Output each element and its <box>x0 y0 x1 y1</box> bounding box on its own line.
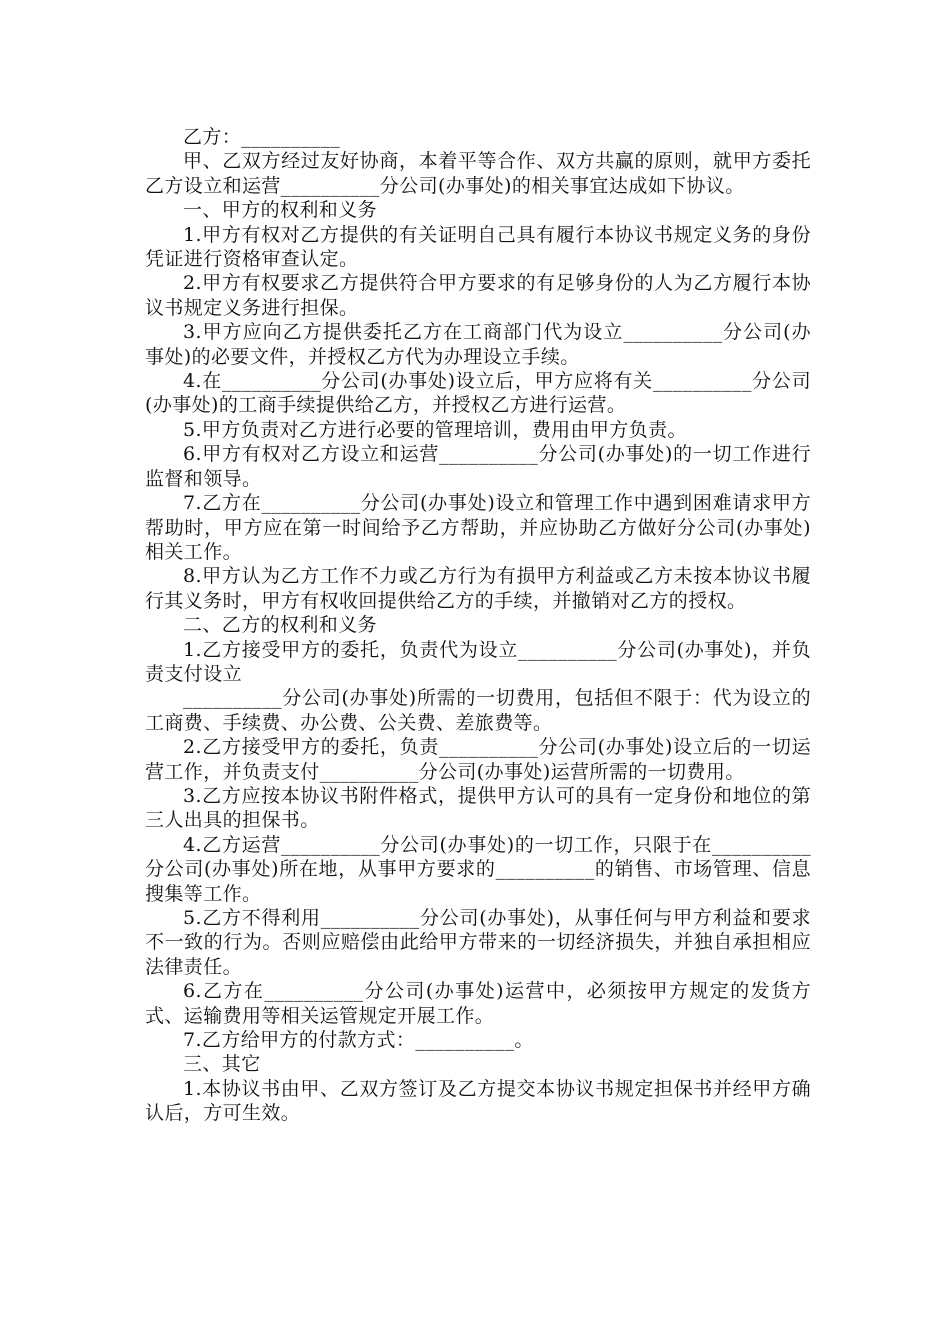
clause-b2: 2.乙方接受甲方的委托，负责__________分公司(办事处)设立后的一切运营工作，并负责支付__________分公司(办事处)运营所需的一切费用。 <box>145 736 811 783</box>
clause-c1: 1.本协议书由甲、乙双方签订及乙方提交本协议书规定担保书并经甲方确认后，方可生效。 <box>145 1077 811 1125</box>
clause-a4: 4.在__________分公司(办事处)设立后，甲方应将有关__________分公司(办事处)的工商手续提供给乙方，并授权乙方进行运营。 <box>145 370 811 417</box>
clause-a1: 1.甲方有权对乙方提供的有关证明自己具有履行本协议书规定义务的身份凭证进行资格审查认定。 <box>145 223 811 271</box>
preamble-paragraph: 甲、乙双方经过友好协商，本着平等合作、双方共赢的原则，就甲方委托乙方设立和运营__________分公司(办事处)的相关事宜达成如下协议。 <box>145 150 811 197</box>
clause-a8: 8.甲方认为乙方工作不力或乙方行为有损甲方利益或乙方未按本协议书履行其义务时，甲方有权收回提供给乙方的手续，并撤销对乙方的授权。 <box>145 565 811 612</box>
section-heading-party-b: 二、乙方的权利和义务 <box>183 614 378 637</box>
clause-a5: 5.甲方负责对乙方进行必要的管理培训，费用由甲方负责。 <box>183 418 687 441</box>
clause-b5: 5.乙方不得利用__________分公司(办事处)，从事任何与甲方利益和要求不一致的行为。否则应赔偿由此给甲方带来的一切经济损失，并独自承担相应法律责任。 <box>145 907 811 978</box>
clause-a6: 6.甲方有权对乙方设立和运营__________分公司(办事处)的一切工作进行监督和领导。 <box>145 443 811 490</box>
clause-b6: 6.乙方在__________分公司(办事处)运营中，必须按甲方规定的发货方式、运输费用等相关运管规定开展工作。 <box>145 980 811 1027</box>
section-heading-party-a: 一、甲方的权利和义务 <box>183 199 378 222</box>
clause-a7: 7.乙方在__________分公司(办事处)设立和管理工作中遇到困难请求甲方帮助时，甲方应在第一时间给予乙方帮助，并应协助乙方做好分公司(办事处)相关工作。 <box>145 492 811 563</box>
clause-b7: 7.乙方给甲方的付款方式：__________。 <box>183 1029 534 1052</box>
clause-a2: 2.甲方有权要求乙方提供符合甲方要求的有足够身份的人为乙方履行本协议书规定义务进行担保。 <box>145 272 811 319</box>
clause-b3: 3.乙方应按本协议书附件格式，提供甲方认可的具有一定身份和地位的第三人出具的担保书。 <box>145 784 811 832</box>
clause-b1-continued: __________分公司(办事处)所需的一切费用，包括但不限于：代为设立的工商费、手续费、办公费、公关费、差旅费等。 <box>145 687 811 734</box>
clause-b4: 4.乙方运营__________分公司(办事处)的一切工作，只限于在__________分公司(办事处)所在地，从事甲方要求的__________的销售、市场管理、信息搜集等工作。 <box>145 833 811 905</box>
party-b-line: 乙方：__________ <box>183 126 341 148</box>
section-heading-other: 三、其它 <box>183 1053 261 1076</box>
clause-b1: 1.乙方接受甲方的委托，负责代为设立__________分公司(办事处)，并负责支付设立 <box>145 638 811 685</box>
clause-a3: 3.甲方应向乙方提供委托乙方在工商部门代为设立__________分公司(办事处)的必要文件，并授权乙方代为办理设立手续。 <box>145 321 811 368</box>
document-body <box>145 125 811 1126</box>
